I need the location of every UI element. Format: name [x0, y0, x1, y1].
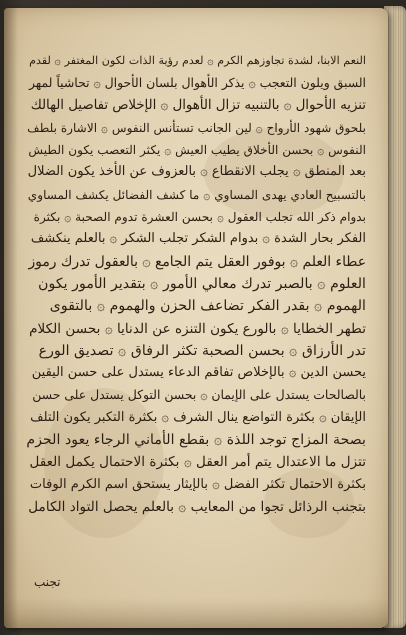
text-line: تطهر الخطايا ۞ بالورع يكون التنزه عن الدنايا ۞ بحسن الكلام	[29, 320, 366, 337]
text-line: الإيقان ۞ بكثرة التواضع ينال الشرف ۞ بكثرة التكبر يكون التلف	[30, 409, 366, 425]
catchword: تجنب	[34, 575, 61, 589]
manuscript-page	[4, 8, 388, 628]
text-line: بعد المنطق ۞ يجلب الانقطاع ۞ بالعزوف عن الأخذ يكون الضلال	[27, 164, 366, 180]
text-line: عطاء العلم ۞ بوفور العقل يتم الجامع ۞ بالعقول تدرك رموز	[28, 253, 366, 270]
text-line: تتزل ما الاعتدال يتم أمر العقل ۞ بكثرة الاحتمال يكمل العقل	[29, 454, 366, 471]
text-line: تنزيه الأحوال ۞ بالتنبيه تزال الأهوال ۞ الإخلاص تفاصيل الهالك	[30, 97, 366, 113]
text-line: يحسن الدين ۞ بالإخلاص تفاقم الدعاء يستدل على حسن اليقين	[31, 365, 366, 381]
text-line: النفوس ۞ بحسن الأخلاق يطيب العيش ۞ يكثر التعصب يكون الطيش	[28, 143, 366, 158]
text-line: الهموم ۞ بقدر الفكر تضاعف الحزن والهموم ۞ بالتقوى	[49, 298, 366, 315]
text-line: العلوم ۞ بالصبر تدرك معالي الأمور ۞ بتقدير الأمور يكون	[38, 275, 366, 292]
text-line: تدر الأرزاق ۞ بحسن الصحبة تكثر الرفاق ۞ تصديق الورع	[38, 342, 366, 359]
text-line: السبق ويلون التعجب ۞ يذكر الأهوال بلسان الأحوال ۞ تحاشياً لمهر	[28, 75, 366, 91]
text-line: بالتسبيح العادي يهدى المساوي ۞ ما كشف الفضائل يكشف المساوي	[27, 187, 366, 202]
text-line: بلحوق شهود الأرواح ۞ لين الجانب تستأنس النفوس ۞ الاشارة بلطف	[27, 120, 366, 135]
text-line: بكثرة الاحتمال تكثر الفضل ۞ بالإيثار يستحق اسم الكرم الوفات	[29, 476, 366, 492]
text-line: بدوام ذكر الله تجلب العقول ۞ بحسن العشرة تدوم الصحبة ۞ بكثرة	[33, 210, 366, 225]
page-shadow	[4, 598, 388, 628]
binding-gutter	[4, 8, 18, 628]
text-line: بصحة المزاج توجد اللذة ۞ بقطع الأماني الرجاء يعود الحزم	[26, 432, 366, 449]
text-line: بتجنب الرذائل تجوا من المعايب ۞ بالعلم يحصل التواد الكامل	[28, 498, 366, 515]
text-line: بالصالحات يستدل على الإيمان ۞ بحسن التوكل يستدل على حسن	[32, 387, 366, 403]
manuscript-text-block	[26, 50, 366, 518]
text-line: الفكر بحار الشدة ۞ بدوام الشكر تجلب الشكر ۞ بالعلم ينكشف	[30, 231, 366, 247]
text-line: النعم الابنا، لشدة تجاوزهم الكرم ۞ لعدم رؤية الذات لكون المغتفر ۞ لقدم	[29, 54, 366, 67]
